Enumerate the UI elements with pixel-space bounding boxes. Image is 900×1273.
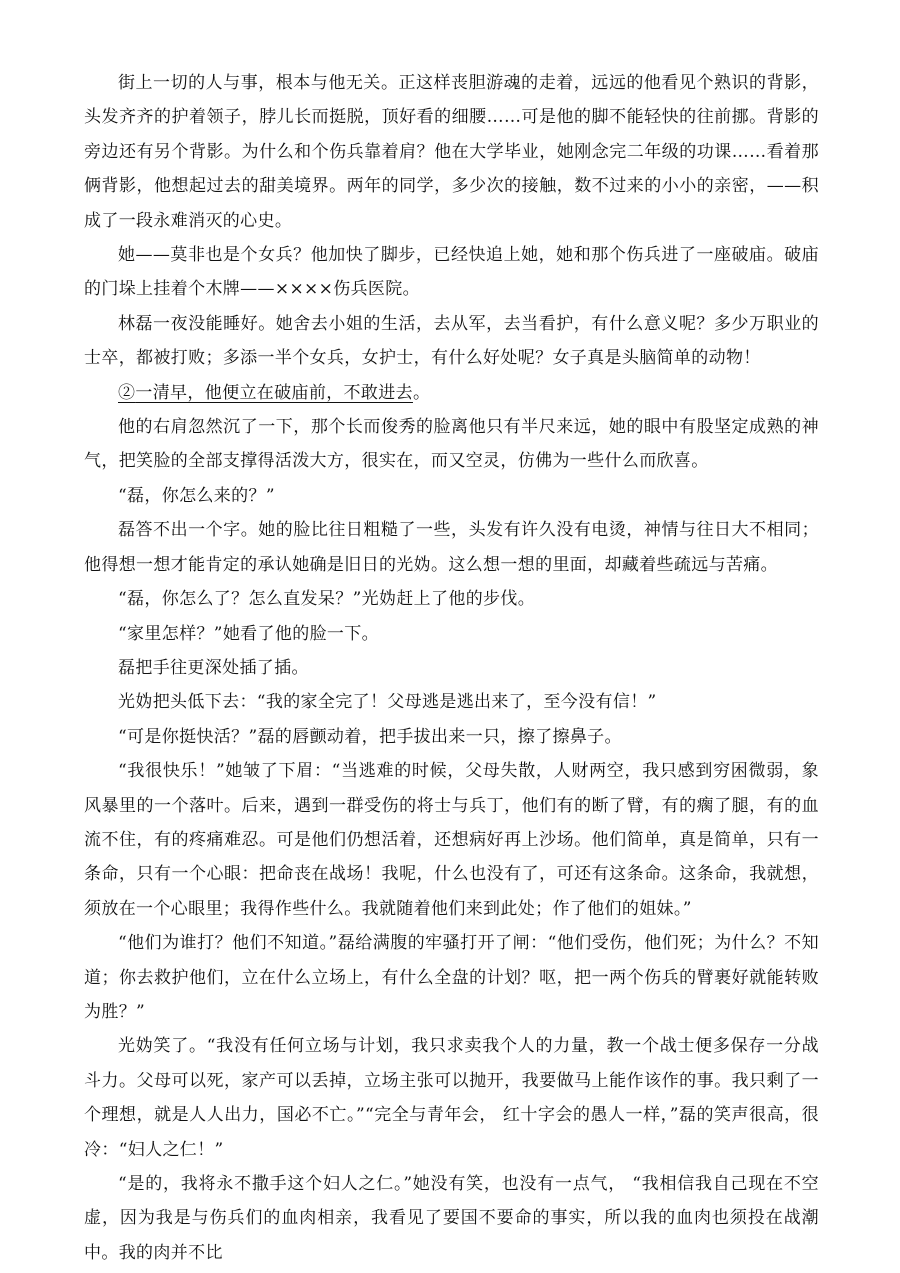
paragraph: “他们为谁打？他们不知道。”磊给满腹的牢骚打开了闸：“他们受伤，他们死；为什么？不知道；你去救护他们，立在什么立场上，有什么全盘的计划？呕，把一两个伤兵的臂裹好就能转败为胜？” [84, 933, 819, 1022]
paragraph: “磊，你怎么了？怎么直发呆？”光妫赶上了他的步伐。 [118, 589, 536, 610]
paragraph: 磊答不出一个字。她的脸比往日粗糙了一些，头发有许久没有电烫，神情与往日大不相同；他得想一想才能肯定的承认她确是旧日的光妫。这么想一想的里面，却藏着些疏远与苦痛。 [84, 520, 819, 575]
paragraph: 林磊一夜没能睡好。她舍去小姐的生活，去从军，去当看护，有什么意义呢？多少万职业的士卒，都被打败；多添一半个女兵，女护士，有什么好处呢？女子真是头脑简单的动物！ [84, 313, 819, 369]
marked-sentence-paragraph [84, 376, 819, 410]
paragraph: 光妫笑了。“我没有任何立场与计划，我只求卖我个人的力量，教一个战士便多保存一分战斗力。父母可以死，家产可以丢掉，立场主张可以抛开，我要做马上能作该作的事。我只剩了一个理想，就是人人出力，国必不亡。”“完全与青年会， 红十字会的愚人一样，”磊的笑声很高，很冷：“妇人之仁！” [84, 1036, 819, 1160]
marked-sentence-underlined [118, 383, 413, 403]
paragraph: 街上一切的人与事，根本与他无关。正这样丧胆游魂的走着，远远的他看见个熟识的背影，头发齐齐的护着领子，脖儿长而挺脱，顶好看的细腰……可是他的脚不能轻快的往前挪。背影的旁边还有另个背影。为什么和个伤兵靠着肩？他在大学毕业，她刚念完二年级的功课……看着那俩背影，他想起过去的甜美境界。两年的同学，多少次的接触，数不过来的小小的亲密，——积成了一段永难消灭的心史。 [84, 73, 819, 231]
document-page [84, 66, 819, 1270]
paragraph: “是的，我将永不撒手这个妇人之仁。”她没有笑，也没有一点气， “我相信我自己现在不空虚，因为我是与伤兵们的血肉相亲，我看见了要国不要命的事实，所以我的血肉也须投在战潮中。我的肉并不比 [84, 1174, 819, 1263]
paragraph: 磊把手往更深处插了插。 [118, 657, 309, 678]
paragraph: “我很快乐！”她皱了下眉：“当逃难的时候，父母失散，人财两空，我只感到穷困微弱，象风暴里的一个落叶。后来，遇到一群受伤的将士与兵丁，他们有的断了臂，有的瘸了腿，有的血流不住，有的疼痛难忍。可是他们仍想活着，还想病好再上沙场。他们简单，真是简单，只有一条命，只有一个心眼：把命丧在战场！我呢，什么也没有了，可还有这条命。这条命，我就想，须放在一个心眼里；我得作些什么。我就随着他们来到此处；作了他们的姐妹。” [84, 761, 819, 919]
paragraph: “可是你挺快活？”磊的唇颤动着，把手拔出来一只，擦了擦鼻子。 [118, 726, 622, 747]
marked-sentence-end: 。 [412, 382, 431, 403]
paragraph: 光妫把头低下去：“我的家全完了！父母逃是逃出来了，至今没有信！” [118, 692, 657, 713]
marked-sentence-text: 一清早，他便立在破庙前，不敢进去 [135, 382, 413, 403]
paragraph: 他的右肩忽然沉了一下，那个长而俊秀的脸离他只有半尺来远，她的眼中有股坚定成熟的神气，把笑脸的全部支撑得活泼大方，很实在，而又空灵，仿佛为一些什么而欣喜。 [84, 417, 819, 472]
paragraph: “家里怎样？”她看了他的脸一下。 [118, 623, 379, 644]
paragraph: “磊，你怎么来的？” [118, 485, 275, 506]
marked-sentence-number: ② [118, 382, 136, 403]
paragraph: 她——莫非也是个女兵？他加快了脚步，已经快追上她，她和那个伤兵进了一座破庙。破庙的门垛上挂着个木牌——××××伤兵医院。 [84, 245, 819, 300]
